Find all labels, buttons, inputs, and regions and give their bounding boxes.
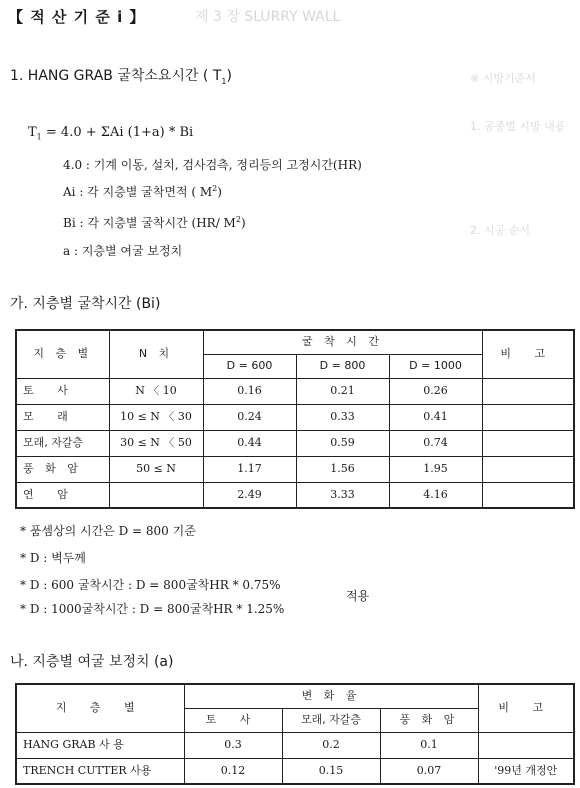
header-sand-gravel: 모래, 자갈층: [282, 708, 380, 732]
row-d600: 1.17: [203, 456, 296, 482]
section-title: [10, 65, 232, 86]
section-title-sub: 1: [221, 76, 227, 86]
header-layer: 지 층 별: [16, 330, 109, 378]
table-row: [16, 404, 574, 430]
row-layer: 풍 화 암: [16, 456, 109, 482]
row-layer: 연 암: [16, 482, 109, 508]
row-d800: 0.33: [296, 404, 389, 430]
table-row: [16, 378, 574, 404]
formula-item-end: ): [217, 185, 222, 199]
row-sand-gravel: 0.15: [282, 758, 380, 784]
row-d1000: 4.16: [389, 482, 482, 508]
header-change-rate: 변 화 율: [184, 684, 478, 708]
formula-item: [63, 214, 246, 231]
header-excavation-time: 굴 착 시 간: [203, 330, 482, 354]
row-d1000: 0.74: [389, 430, 482, 456]
row-n: [109, 482, 203, 508]
row-soil: 0.12: [184, 758, 282, 784]
row-d600: 0.16: [203, 378, 296, 404]
formula-item-text: Ai : 각 지층별 굴착면적 ( M: [63, 185, 213, 199]
row-n: 30 ≤ N 〈 50: [109, 430, 203, 456]
excavation-time-table: [15, 329, 575, 509]
row-d1000: 1.95: [389, 456, 482, 482]
row-layer: 모래, 자갈층: [16, 430, 109, 456]
row-n: N 〈 10: [109, 378, 203, 404]
table-row: [16, 758, 574, 784]
table-row: [16, 732, 574, 758]
row-remark: [482, 430, 574, 456]
row-remark: [482, 404, 574, 430]
row-d600: 0.44: [203, 430, 296, 456]
header-n-value: N 치: [109, 330, 203, 378]
section-title-end: ): [226, 68, 232, 84]
row-remark: [482, 482, 574, 508]
note-line: * D : 1000굴착시간 : D = 800굴착HR * 1.25%: [20, 602, 285, 616]
row-layer: 토 사: [16, 378, 109, 404]
formula-main: [28, 125, 193, 142]
header-d800: D = 800: [296, 354, 389, 378]
row-remark: [478, 732, 574, 758]
row-weathered-rock: 0.1: [380, 732, 478, 758]
row-d800: 0.21: [296, 378, 389, 404]
row-d800: 0.59: [296, 430, 389, 456]
header-remark: 비 고: [482, 330, 574, 378]
note-line: * D : 600 굴착시간 : D = 800굴착HR * 0.75%: [20, 578, 281, 592]
formula-item-sup: 2: [212, 184, 218, 193]
row-sand-gravel: 0.2: [282, 732, 380, 758]
header-layer: 지 층 별: [16, 684, 184, 732]
row-remark: [482, 378, 574, 404]
note-line: * 품셈상의 시간은 D = 800 기준: [20, 524, 196, 538]
header-soil: 토 사: [184, 708, 282, 732]
row-d800: 3.33: [296, 482, 389, 508]
header-remark: 비 고: [478, 684, 574, 732]
row-n: 10 ≤ N 〈 30: [109, 404, 203, 430]
section-title-text: 1. HANG GRAB 굴착소요시간 ( T: [10, 68, 222, 84]
header-weathered-rock: 풍 화 암: [380, 708, 478, 732]
note-line: * D : 벽두께: [20, 551, 86, 565]
header-d1000: D = 1000: [389, 354, 482, 378]
table-row: [16, 456, 574, 482]
formula-item-end: ): [240, 216, 246, 230]
formula-rhs: = 4.0 + ΣAi (1+a) * Bi: [45, 125, 194, 140]
row-weathered-rock: 0.07: [380, 758, 478, 784]
row-remark: '99년 개정안: [478, 758, 574, 784]
formula-item-text: Bi : 각 지층별 굴착시간 (HR/ M: [63, 216, 236, 230]
table-row: [16, 482, 574, 508]
ghost-text: 2. 시공 순서: [470, 224, 530, 237]
ghost-text: ※ 시방기준서: [470, 72, 536, 85]
row-d1000: 0.41: [389, 404, 482, 430]
row-layer: 모 래: [16, 404, 109, 430]
table-row: [16, 430, 574, 456]
formula-item: 4.0 : 기계 이동, 설치, 검사검측, 정리등의 고정시간(HR): [63, 158, 362, 172]
table2-title: 나. 지층별 여굴 보정치 (a): [10, 654, 174, 670]
row-remark: [482, 456, 574, 482]
overbreak-correction-table: [15, 683, 575, 785]
formula-item-sup: 2: [235, 215, 241, 224]
ghost-text: 1. 공종별 시방 내용: [470, 120, 566, 133]
page-header: 【 적 산 기 준 i 】: [8, 8, 146, 26]
table1-title: 가. 지층별 굴착시간 (Bi): [10, 296, 161, 312]
row-soil: 0.3: [184, 732, 282, 758]
formula-item: a : 지층별 여굴 보정치: [63, 244, 183, 258]
row-method: HANG GRAB 사 용: [16, 732, 184, 758]
note-apply: 적용: [346, 589, 370, 603]
formula-lhs-sub: 1: [36, 132, 42, 142]
ghost-text: 제 3 장 SLURRY WALL: [195, 9, 341, 25]
row-n: 50 ≤ N: [109, 456, 203, 482]
formula-lhs: T: [28, 125, 37, 140]
row-d1000: 0.26: [389, 378, 482, 404]
row-d600: 2.49: [203, 482, 296, 508]
row-d800: 1.56: [296, 456, 389, 482]
row-d600: 0.24: [203, 404, 296, 430]
row-method: TRENCH CUTTER 사용: [16, 758, 184, 784]
header-d600: D = 600: [203, 354, 296, 378]
formula-item: [63, 183, 222, 200]
